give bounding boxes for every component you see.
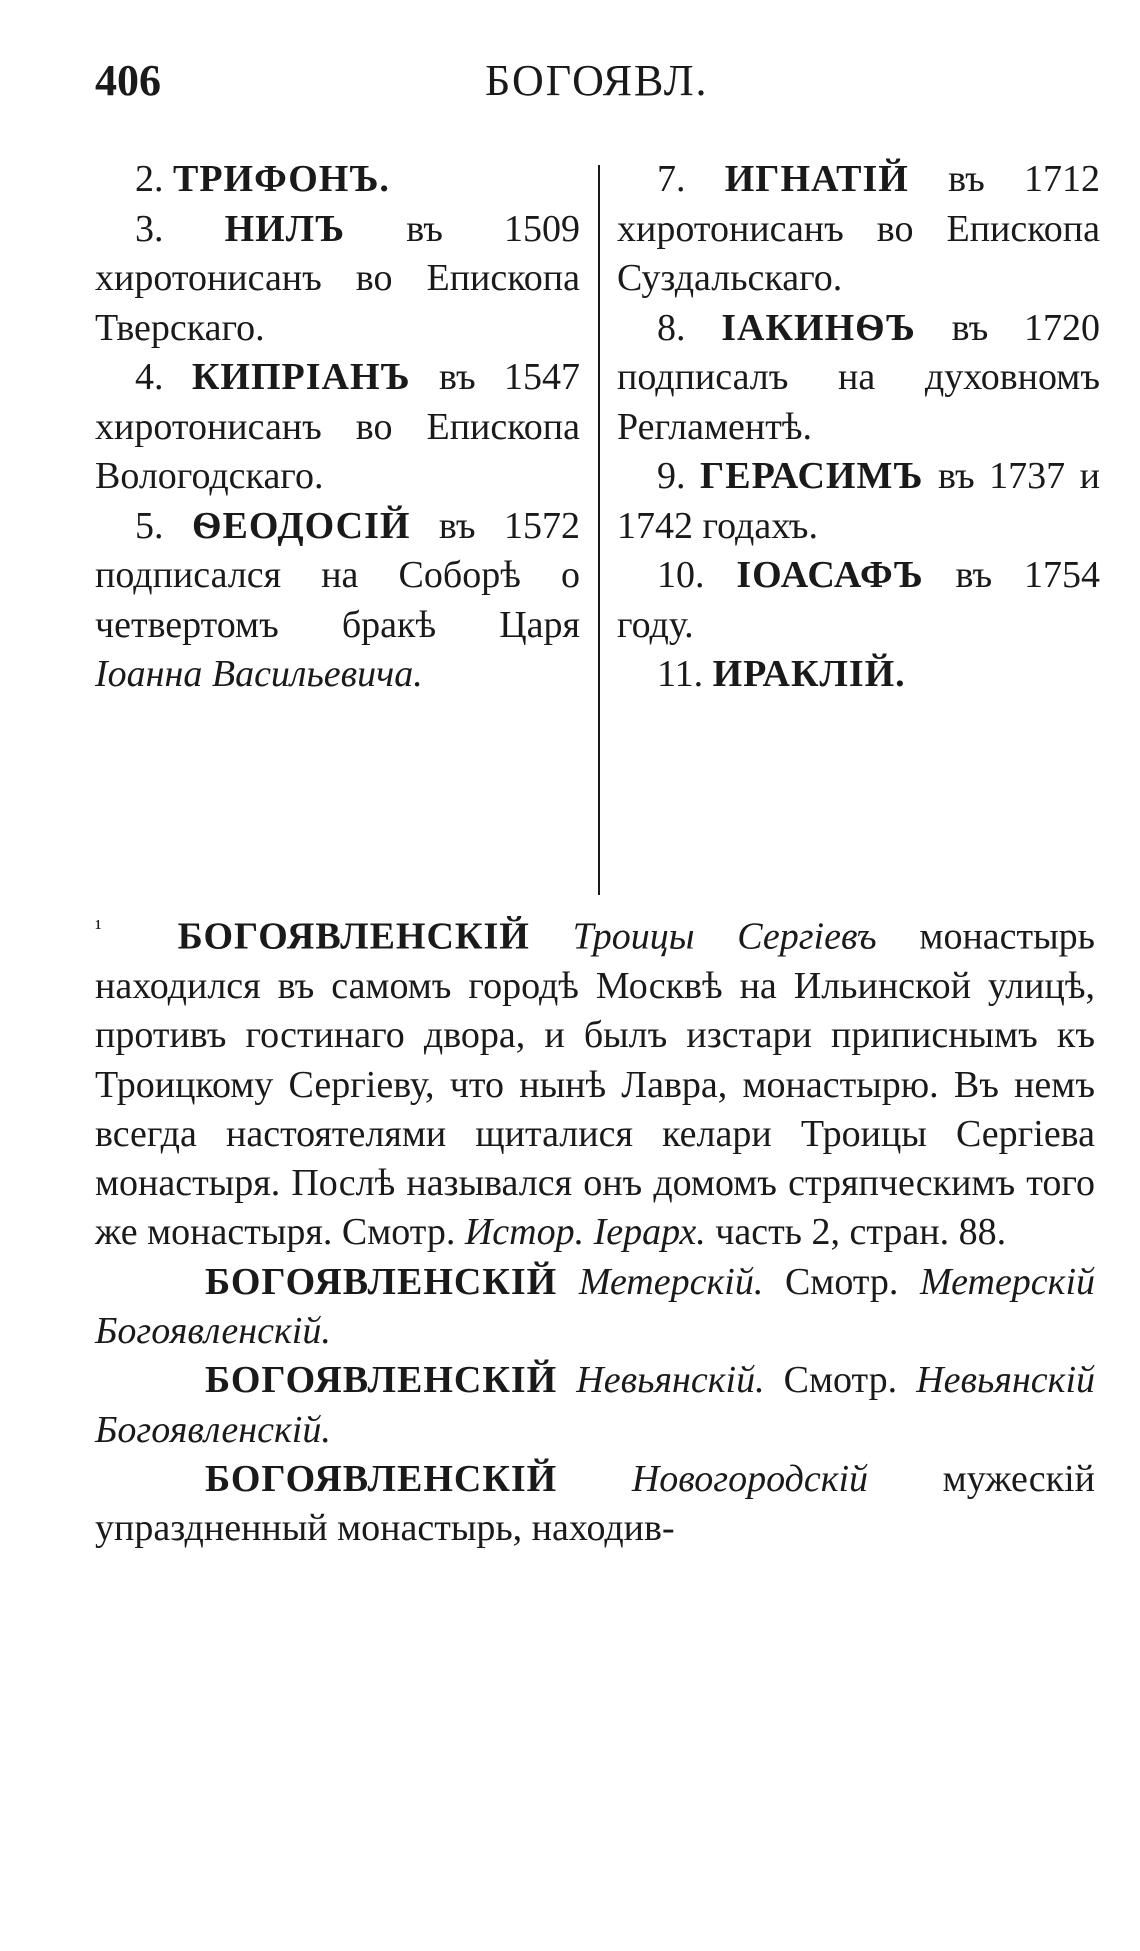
page-header (95, 55, 1100, 115)
body-text (95, 903, 1095, 1554)
entry-heading: БОГОЯВЛЕНСКІЙ (205, 1260, 558, 1303)
entry-heading: БОГОЯВЛЕНСКІЙ (205, 1457, 558, 1500)
entry-heading: БОГОЯВЛЕНСКІЙ (177, 915, 530, 958)
page-number: 406 (95, 56, 161, 105)
right-column (617, 155, 1100, 700)
list-item: 11. ИРАКЛІЙ. (657, 653, 906, 695)
list-item: 3. НИЛЪ въ 1509 хиротонисанъ во Епископа Тверскаго. (95, 207, 580, 349)
entry-heading: БОГОЯВЛЕНСКІЙ (205, 1359, 558, 1402)
left-column (95, 155, 580, 700)
column-divider (598, 165, 600, 895)
list-item: 8. ІАКИНѲЪ въ 1720 подписалъ на духовномъ Регламентѣ. (617, 306, 1100, 448)
list-item: 10. ІОАСАФЪ въ 1754 году. (617, 554, 1100, 646)
running-title: БОГОЯВЛ. (485, 56, 709, 105)
paragraph: БОГОЯВЛЕНСКІЙ Метерскій. Смотр. Метерскій Богоявленскій. (95, 1260, 1096, 1353)
list-item: 7. ИГНАТІЙ въ 1712 хиротонисанъ во Епископа Суздальскаго. (617, 158, 1100, 299)
paragraph: $^{^1}$ БОГОЯВЛЕНСКІЙ Троицы Сергіевъ монастырь находился въ самомъ городѣ Москвѣ на Ильинской улицѣ, противъ гостинаго двора, и былъ изстари приписнымъ къ Троицкому Сергіеву, что нынѣ Лавра, монастырю. Въ немъ всегда настоятелями щиталися келари Троицы Сергіева монастыря. Послѣ назывался онъ домомъ стряпческимъ того же монастыря. Смотр. Истор. Іерарх. часть 2, стран. 88. (95, 915, 1095, 1254)
paragraph: БОГОЯВЛЕНСКІЙ Новогородскій мужескій упраздненный монастырь, находив- (95, 1457, 1095, 1550)
list-item: 5. ѲЕОДОСІЙ въ 1572 подписался на Соборѣ о четвертомъ бракѣ Царя Іоанна Васильевича. (95, 504, 580, 695)
list-item: 4. КИПРІАНЪ въ 1547 хиротонисанъ во Епископа Вологодскаго. (95, 356, 581, 497)
list-item: 9. ГЕРАСИМЪ въ 1737 и 1742 годахъ. (617, 455, 1101, 547)
footnote-marker: ¹ (95, 915, 102, 940)
list-item: 2. ТРИФОНЪ. (135, 158, 390, 200)
two-column-list (95, 155, 1100, 895)
paragraph: БОГОЯВЛЕНСКІЙ Невьянскій. Смотр. Невьянскій Богоявленскій. (95, 1359, 1095, 1451)
